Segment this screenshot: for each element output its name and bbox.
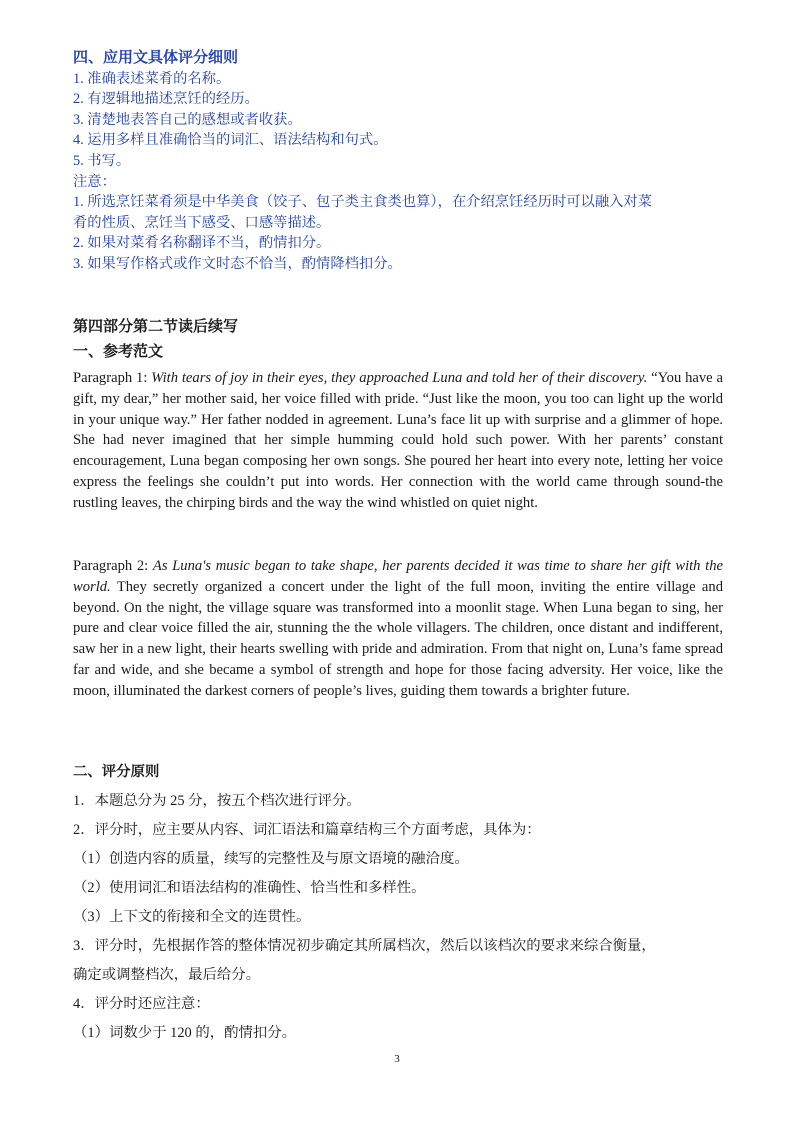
section-heading: 二、评分原则 bbox=[73, 764, 160, 780]
note-item: 1. 所选烹饪菜肴须是中华美食（饺子、包子类主食类也算），在介绍烹饪经历时可以融入对菜 bbox=[73, 194, 653, 211]
scoring-details-section bbox=[73, 48, 723, 275]
continuation-writing-section bbox=[73, 317, 723, 362]
paragraph-body: They secretly organized a concert under the light of the full moon, inviting the entire village and beyond. On the night, the village square was transformed into a moonlit stage. When Luna began to sing, her pure and clear voice filled the air, stunning the the whole villagers. The children, once distant and indifferent, saw her in a new light, their hearts swelling with pride and admiration. From that night on, Luna’s fame spread far and wide, and she became a symbol of strength and hope for those facing adversity. Her voice, like the moon, illuminated the darkest corners of people’s lives, guiding them towards a brighter future. bbox=[73, 578, 723, 699]
rule-item: 3．评分时，先根据作答的整体情况初步确定其所属档次，然后以该档次的要求来综合衡量， bbox=[73, 938, 656, 954]
rule-item: 4．评分时还应注意： bbox=[73, 996, 210, 1012]
list-item: 5. 书写。 bbox=[73, 152, 131, 169]
page-number: 3 bbox=[394, 1053, 400, 1065]
rule-item: （2）使用词汇和语法结构的准确性、恰当性和多样性。 bbox=[73, 880, 426, 896]
section-heading: 四、应用文具体评分细则 bbox=[73, 50, 239, 66]
paragraph-label: Paragraph 1: bbox=[73, 370, 152, 386]
sample-essay-heading: 一、参考范文 bbox=[73, 343, 164, 360]
rule-item: 1．本题总分为 25 分，按五个档次进行评分。 bbox=[73, 793, 361, 809]
rule-item: （1）词数少于 120 的，酌情扣分。 bbox=[73, 1025, 297, 1041]
list-item: 3. 清楚地表答自己的感想或者收获。 bbox=[73, 111, 302, 128]
list-item: 2. 有逻辑地描述烹饪的经历。 bbox=[73, 91, 259, 108]
paragraph-body: “You have a gift, my dear,” her mother said, her voice filled with pride. “Just like the moon, you too can light up the world in your unique way.” Her father nodded in agreement. Luna’s face lit up with surprise and a glimmer of hope. She had never imagined that her simple humming could hold such power. With her parents’ constant encouragement, Luna began composing her own songs. She poured her heart into every note, letting her voice express the feelings she couldn’t put into words. Her connection with the world came through sound-the rustling leaves, the chirping birds and the way the wind whistled on quiet night. bbox=[73, 370, 724, 511]
list-item: 1. 准确表述菜肴的名称。 bbox=[73, 70, 231, 87]
note-item: 3. 如果写作格式或作文时态不恰当，酌情降档扣分。 bbox=[73, 255, 402, 272]
note-label: 注意： bbox=[73, 173, 116, 190]
note-item: 2. 如果对菜肴名称翻译不当，酌情扣分。 bbox=[73, 235, 331, 252]
paragraph-1 bbox=[73, 368, 723, 514]
paragraph-2 bbox=[73, 556, 723, 702]
rule-item: 2．评分时，应主要从内容、词汇语法和篇章结构三个方面考虑，具体为： bbox=[73, 822, 541, 838]
rule-item: （3）上下文的衔接和全文的连贯性。 bbox=[73, 909, 311, 925]
list-item: 4. 运用多样且准确恰当的词汇、语法结构和句式。 bbox=[73, 132, 388, 149]
part-heading: 第四部分第二节读后续写 bbox=[73, 319, 239, 335]
paragraph-lead-sentence: As Luna's music began to take shape, her parents decided it was time to share her gift with the world. bbox=[73, 558, 723, 595]
scoring-principles-section bbox=[73, 758, 723, 1048]
rule-item: （1）创造内容的质量，续写的完整性及与原文语境的融洽度。 bbox=[73, 851, 469, 867]
note-item: 肴的性质、烹饪当下感受、口感等描述。 bbox=[73, 214, 331, 231]
paragraph-lead-sentence: With tears of joy in their eyes, they approached Luna and told her of their discovery. bbox=[151, 370, 648, 386]
rule-item: 确定或调整档次，最后给分。 bbox=[73, 967, 261, 983]
paragraph-label: Paragraph 2: bbox=[73, 558, 153, 574]
